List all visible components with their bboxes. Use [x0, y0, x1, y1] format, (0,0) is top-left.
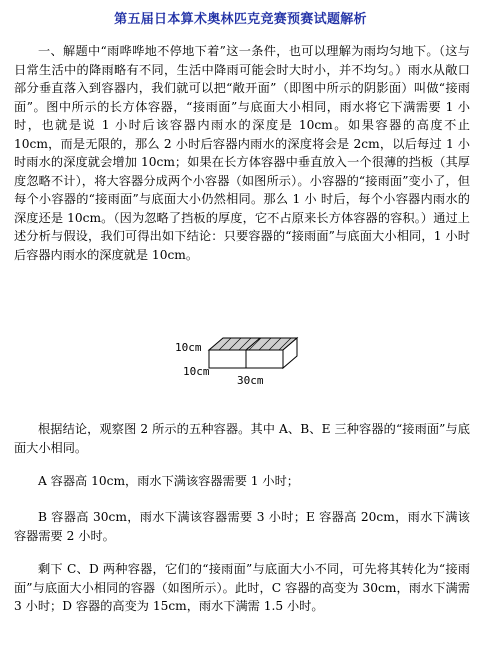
paragraph-container-a: A 容器高 10cm，雨水下满该容器需要 1 小时；: [38, 474, 299, 488]
container-figure: [175, 330, 305, 390]
height-label: 10cm: [175, 341, 202, 354]
paragraph-container-b-e: B 容器高 30cm，雨水下满该容器需要 3 小时；E 容器高 20cm，雨水下满该容器需要 2 小时。: [14, 510, 470, 543]
paragraph-conclusion: 根据结论，观察图 2 所示的五种容器。其中 A、B、E 三种容器的“接雨面”与底面大小相同。: [14, 422, 470, 455]
paragraph-analysis: 一、解题中“雨哗哗地不停地下着”这一条件，也可以理解为雨均匀地下。（这与日常生活中的降雨略有不同，生活中降雨可能会时大时小，并不均匀。）雨水从敞口部分垂直落入到容器内，我们就可以把“敞开面”（即图中所示的阴影面）叫做“接雨面”。图中所示的长方体容器，“接雨面”与底面大小相同，雨水将它下满需要 1 小时，也就是说 1 小时后该容器内雨水的深度是 10cm。如果容器的高度不止 10cm，而是无限的，那么 2 小时后容器内雨水的深度将会是 2cm，以后每过 1 小时雨水的深度就会增加 10cm；如果在长方体容器中垂直放入一个很薄的挡板（其厚度忽略不计），将大容器分成两个小容器（如图所示）。小容器的“接雨面”变小了，但每个小容器的“接雨面”与底面大小仍然相同。那么 1 小 时后，每个小容器内雨水的深度还是 10cm。（因为忽略了挡板的厚度，它不占原来长方体容器的容积。）通过上述分析与假设，我们可得出如下结论：只要容器的“接雨面”与底面大小相同，1 小时后容器内雨水的深度就是 10cm。: [14, 44, 470, 262]
box-diagram: [175, 330, 305, 390]
document-title: 第五届日本算术奥林匹克竞赛预赛试题解析: [114, 12, 367, 27]
width-label: 30cm: [237, 374, 264, 387]
paragraph-container-c-d: 剩下 C、D 两种容器，它们的“接雨面”与底面大小不同，可先将其转化为“接雨面”与底面大小相同的容器（如图所示）。此时，C 容器的高变为 30cm，雨水下满需 3 小时；D 容器的高变为 15cm，雨水下满需 1.5 小时。: [14, 562, 470, 613]
depth-label: 10cm: [183, 365, 210, 378]
